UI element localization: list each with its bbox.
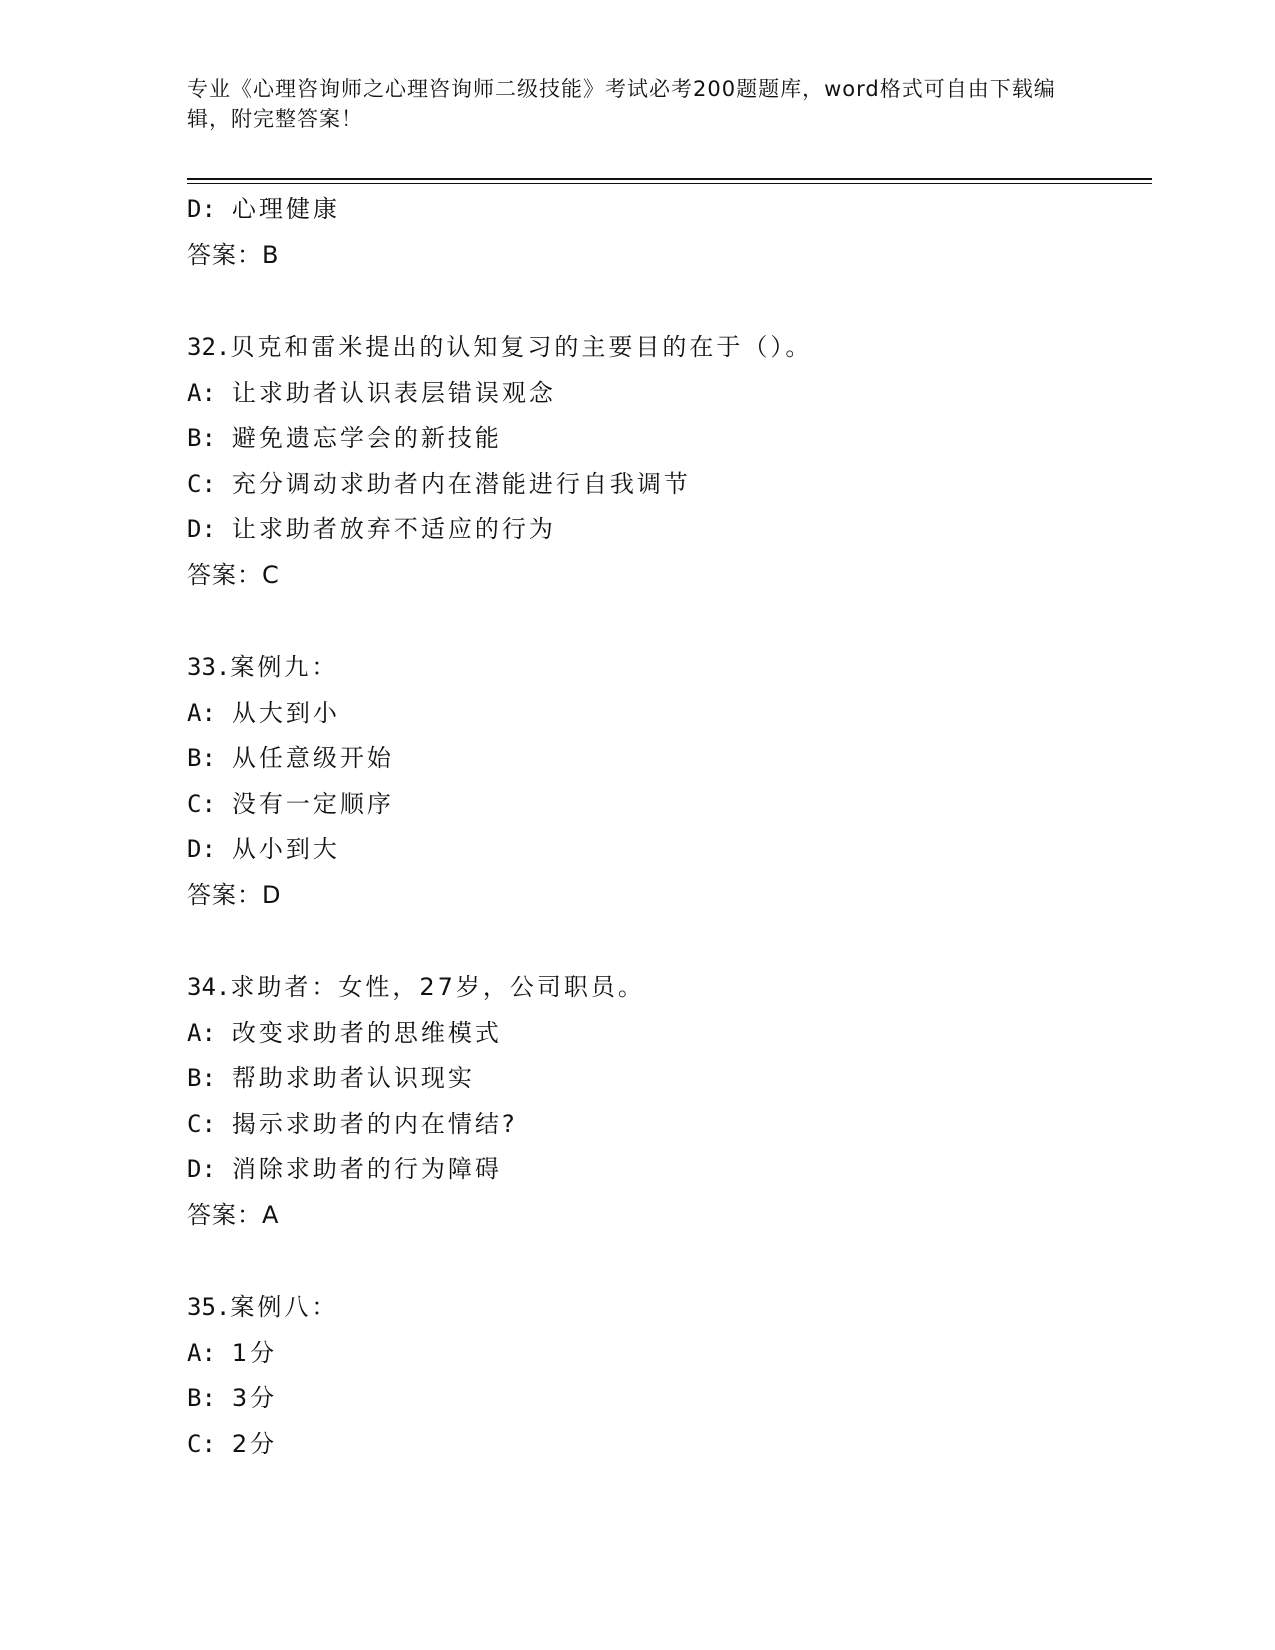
spacer bbox=[187, 598, 1152, 645]
option-key: B: bbox=[187, 424, 216, 452]
spacer bbox=[187, 918, 1152, 965]
option-key: C: bbox=[187, 1429, 216, 1458]
option-key: C: bbox=[187, 469, 216, 498]
spacer bbox=[187, 278, 1152, 325]
option-key: A: bbox=[187, 378, 216, 407]
option-key: A: bbox=[187, 1338, 216, 1367]
option-b bbox=[187, 1056, 1152, 1102]
option-key: D: bbox=[187, 195, 216, 223]
option-text: 从大到小 bbox=[231, 698, 340, 727]
option-text: 帮助求助者认识现实 bbox=[231, 1064, 475, 1092]
option-key: A: bbox=[187, 698, 216, 727]
option-b bbox=[187, 1376, 1152, 1422]
option-c bbox=[187, 782, 1152, 828]
option-d bbox=[187, 1147, 1152, 1193]
option-key: D: bbox=[187, 515, 216, 543]
question-number: 33. bbox=[187, 653, 231, 681]
option-text: 让求助者放弃不适应的行为 bbox=[231, 515, 556, 543]
question-text: 案例八： bbox=[230, 1293, 339, 1321]
spacer bbox=[187, 1238, 1152, 1285]
question-title bbox=[187, 325, 1152, 371]
document-header: 专业《心理咨询师之心理咨询师二级技能》考试必考200题题库，word格式可自由下载编辑，附完整答案！ bbox=[187, 77, 1056, 131]
header-divider-thin bbox=[187, 183, 1152, 184]
option-text: 改变求助者的思维模式 bbox=[231, 1018, 502, 1047]
question-title bbox=[187, 645, 1152, 691]
answer-line: 答案：B bbox=[187, 240, 280, 269]
question-list bbox=[187, 187, 1152, 1467]
question-title bbox=[187, 1285, 1152, 1331]
option-text: 心理健康 bbox=[231, 195, 340, 223]
option-key: B: bbox=[187, 1064, 216, 1092]
option-c bbox=[187, 1422, 1152, 1468]
option-c bbox=[187, 1102, 1152, 1148]
option-key: A: bbox=[187, 1018, 216, 1047]
option-key: B: bbox=[187, 744, 216, 772]
question-number: 32. bbox=[187, 333, 231, 361]
option-key: D: bbox=[187, 1155, 216, 1183]
option-text: 3分 bbox=[231, 1384, 278, 1412]
answer-line: 答案：C bbox=[187, 560, 280, 589]
option-key: D: bbox=[187, 835, 216, 863]
option-text: 避免遗忘学会的新技能 bbox=[231, 424, 502, 452]
option-key: B: bbox=[187, 1384, 216, 1412]
option-b bbox=[187, 416, 1152, 462]
answer-line: 答案：D bbox=[187, 880, 282, 909]
option-text: 从小到大 bbox=[231, 835, 340, 863]
option-text: 从任意级开始 bbox=[231, 744, 394, 772]
option-text: 充分调动求助者内在潜能进行自我调节 bbox=[231, 469, 691, 498]
option-d bbox=[187, 827, 1152, 873]
option-d bbox=[187, 187, 1152, 233]
option-key: C: bbox=[187, 1109, 216, 1138]
option-a bbox=[187, 371, 1152, 417]
question-text: 求助者：女性，27岁，公司职员。 bbox=[230, 973, 645, 1001]
option-b bbox=[187, 736, 1152, 782]
question-number: 35. bbox=[187, 1293, 231, 1321]
answer-line: 答案：A bbox=[187, 1200, 280, 1229]
option-text: 1分 bbox=[231, 1338, 278, 1367]
header-divider-thick bbox=[187, 178, 1152, 180]
option-c bbox=[187, 462, 1152, 508]
option-a bbox=[187, 1331, 1152, 1377]
question-text: 案例九： bbox=[230, 653, 339, 681]
option-text: 揭示求助者的内在情结? bbox=[231, 1109, 518, 1138]
option-a bbox=[187, 691, 1152, 737]
question-text: 贝克和雷米提出的认知复习的主要目的在于（）。 bbox=[230, 333, 813, 361]
question-number: 34. bbox=[187, 973, 231, 1001]
option-text: 让求助者认识表层错误观念 bbox=[231, 378, 556, 407]
option-text: 消除求助者的行为障碍 bbox=[231, 1155, 502, 1183]
option-d bbox=[187, 507, 1152, 553]
option-text: 没有一定顺序 bbox=[231, 789, 394, 818]
option-text: 2分 bbox=[231, 1429, 278, 1458]
option-a bbox=[187, 1011, 1152, 1057]
question-title bbox=[187, 965, 1152, 1011]
option-key: C: bbox=[187, 789, 216, 818]
